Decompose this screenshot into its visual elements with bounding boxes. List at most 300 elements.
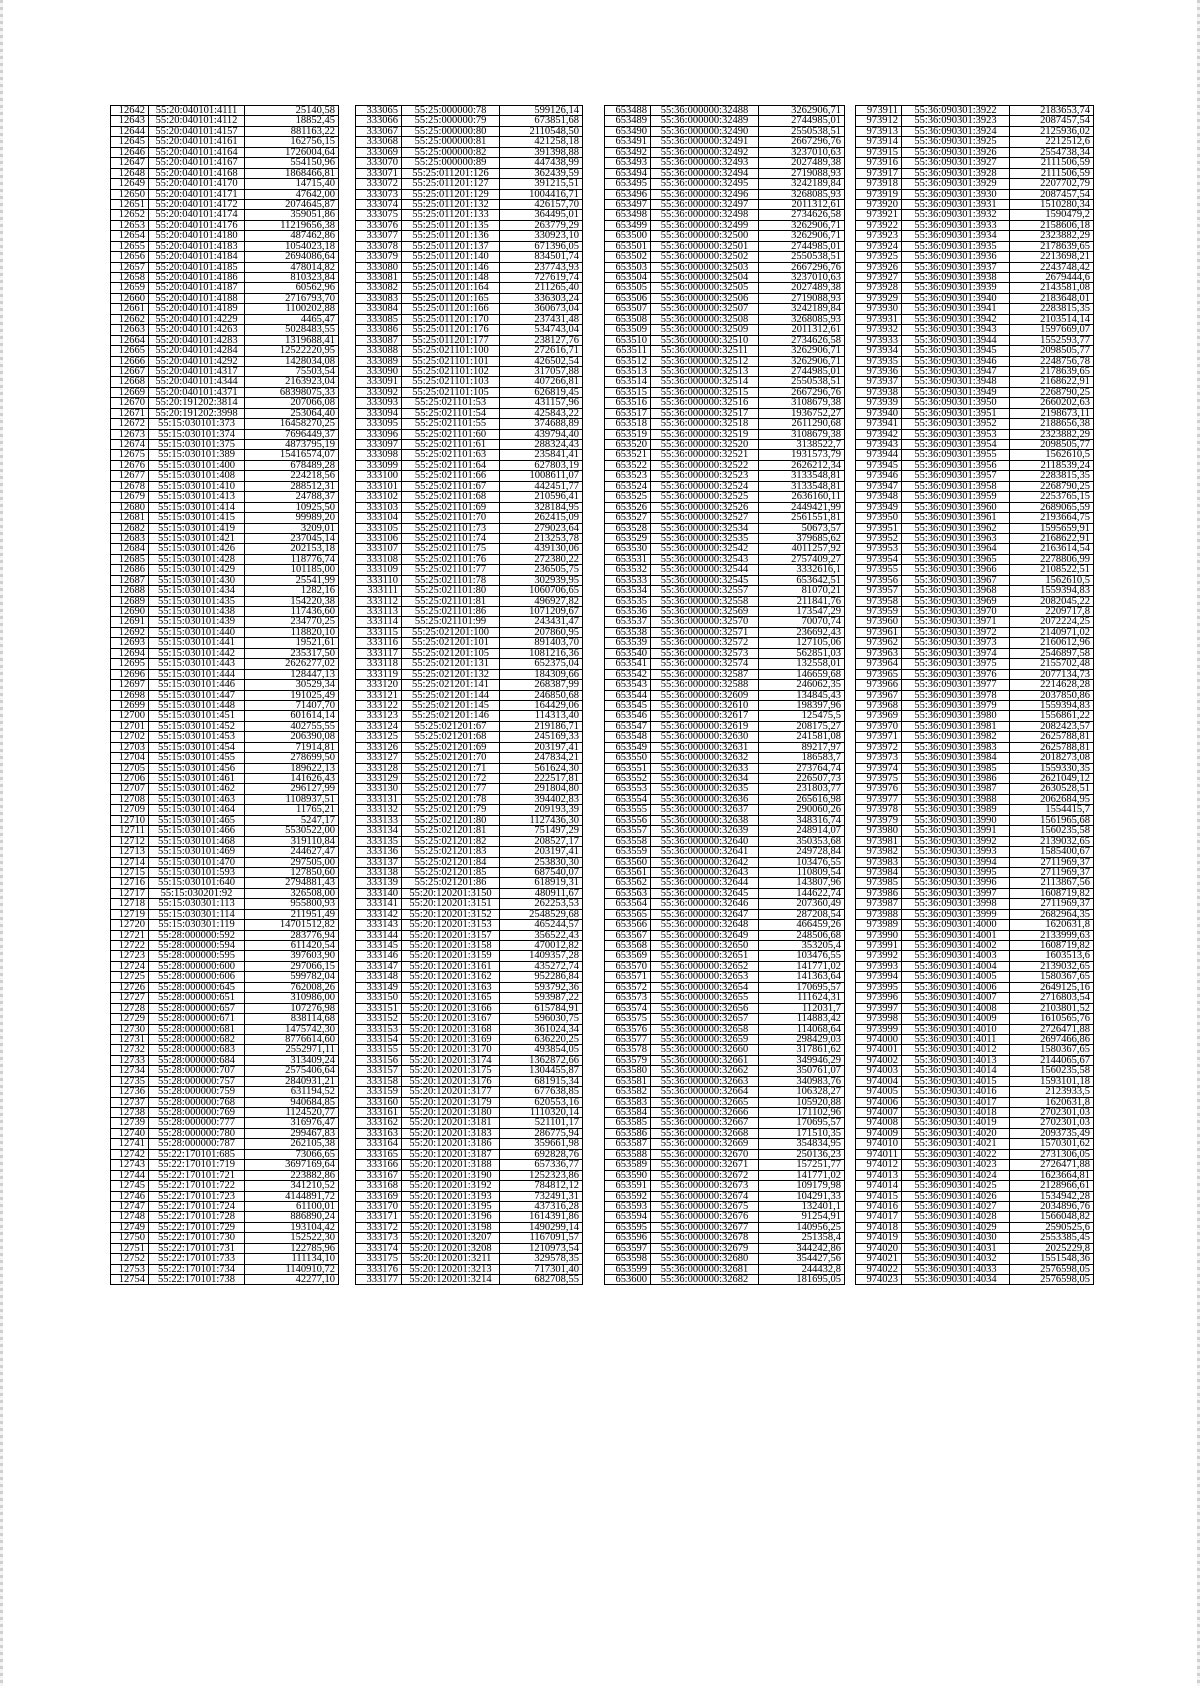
- table-row: [605, 137, 845, 147]
- row-number-cell: 12720: [111, 920, 149, 930]
- cadastral-value-cell: 2575406,64: [245, 1066, 339, 1076]
- row-number-cell: 653518: [605, 419, 651, 429]
- table-row: [356, 575, 583, 585]
- table-row: [111, 1003, 339, 1013]
- table-row: [356, 753, 583, 763]
- row-number-cell: 12644: [111, 126, 149, 136]
- row-number-cell: 12649: [111, 179, 149, 189]
- table-row: [856, 356, 1094, 366]
- row-number-cell: 973999: [856, 1024, 902, 1034]
- row-number-cell: 333125: [356, 732, 402, 742]
- cadastral-value-cell: 2660202,63: [1010, 398, 1094, 408]
- row-number-cell: 12749: [111, 1222, 149, 1232]
- cadastral-number-cell: 55:25:000000:79: [402, 116, 500, 126]
- cadastral-value-cell: 350353,68: [759, 836, 845, 846]
- table-row: [856, 815, 1094, 825]
- row-number-cell: 12645: [111, 137, 149, 147]
- cadastral-value-cell: 2626277,02: [245, 659, 339, 669]
- cadastral-number-cell: 55:36:090301:3960: [902, 502, 1010, 512]
- table-row: [356, 1275, 583, 1285]
- cadastral-value-cell: 3108679,38: [759, 398, 845, 408]
- cadastral-number-cell: 55:36:090301:3924: [902, 126, 1010, 136]
- row-number-cell: 333137: [356, 857, 402, 867]
- cadastral-value-cell: 2011312,61: [759, 199, 845, 209]
- table-row: [605, 231, 845, 241]
- table-row: [605, 920, 845, 930]
- cadastral-number-cell: 55:36:000000:32534: [651, 523, 759, 533]
- table-row: [111, 325, 339, 335]
- row-number-cell: 333173: [356, 1233, 402, 1243]
- table-row: [356, 627, 583, 637]
- cadastral-value-cell: 2143581,08: [1010, 283, 1094, 293]
- table-row: [111, 283, 339, 293]
- table-row: [111, 648, 339, 658]
- cadastral-value-cell: 2074645,87: [245, 199, 339, 209]
- cadastral-value-cell: 340983,76: [759, 1076, 845, 1086]
- row-number-cell: 973926: [856, 262, 902, 272]
- table-row: [356, 293, 583, 303]
- cadastral-value-cell: 244627,47: [245, 847, 339, 857]
- row-number-cell: 653570: [605, 961, 651, 971]
- table-row: [111, 794, 339, 804]
- row-number-cell: 333087: [356, 335, 402, 345]
- cadastral-number-cell: 55:20:040101:4161: [149, 137, 245, 147]
- table-row: [356, 721, 583, 731]
- table-row: [356, 481, 583, 491]
- table-row: [111, 523, 339, 533]
- row-number-cell: 12650: [111, 189, 149, 199]
- table-row: [356, 346, 583, 356]
- row-number-cell: 12752: [111, 1254, 149, 1264]
- row-number-cell: 973935: [856, 356, 902, 366]
- row-number-cell: 653563: [605, 888, 651, 898]
- cadastral-number-cell: 55:36:090301:3922: [902, 106, 1010, 116]
- row-number-cell: 653519: [605, 429, 651, 439]
- row-number-cell: 653578: [605, 1045, 651, 1055]
- cadastral-value-cell: 249728,84: [759, 847, 845, 857]
- cadastral-number-cell: 55:36:000000:32518: [651, 419, 759, 429]
- table-row: [111, 220, 339, 230]
- cadastral-value-cell: 447438,99: [500, 158, 583, 168]
- cadastral-value-cell: 111624,31: [759, 993, 845, 1003]
- cadastral-value-cell: 317057,88: [500, 366, 583, 376]
- cadastral-value-cell: 329578,35: [500, 1254, 583, 1264]
- cadastral-value-cell: 599782,04: [245, 972, 339, 982]
- table-row: [111, 241, 339, 251]
- cadastral-value-cell: 2682964,35: [1010, 909, 1094, 919]
- table-row: [605, 575, 845, 585]
- row-number-cell: 333150: [356, 993, 402, 1003]
- row-number-cell: 653600: [605, 1275, 651, 1285]
- row-number-cell: 973934: [856, 346, 902, 356]
- cadastral-value-cell: 561624,30: [500, 763, 583, 773]
- cadastral-number-cell: 55:36:000000:32491: [651, 137, 759, 147]
- cadastral-number-cell: 55:36:090301:3994: [902, 857, 1010, 867]
- cadastral-value-cell: 2027489,38: [759, 283, 845, 293]
- cadastral-value-cell: 2160612,96: [1010, 638, 1094, 648]
- cadastral-number-cell: 55:36:000000:32513: [651, 366, 759, 376]
- row-number-cell: 12745: [111, 1181, 149, 1191]
- row-number-cell: 333107: [356, 544, 402, 554]
- table-row: [605, 273, 845, 283]
- row-number-cell: 653506: [605, 293, 651, 303]
- cadastral-number-cell: 55:15:030101:466: [149, 826, 245, 836]
- table-row: [605, 1118, 845, 1128]
- table-row: [111, 544, 339, 554]
- cadastral-number-cell: 55:25:021201:141: [402, 680, 500, 690]
- row-number-cell: 12728: [111, 1003, 149, 1013]
- cadastral-number-cell: 55:22:170101:734: [149, 1264, 245, 1274]
- cadastral-number-cell: 55:36:090301:3948: [902, 377, 1010, 387]
- cadastral-value-cell: 25140,58: [245, 106, 339, 116]
- cadastral-value-cell: 206390,08: [245, 732, 339, 742]
- row-number-cell: 333129: [356, 774, 402, 784]
- cadastral-value-cell: 2283815,35: [1010, 304, 1094, 314]
- row-number-cell: 12678: [111, 481, 149, 491]
- row-number-cell: 12682: [111, 523, 149, 533]
- cadastral-value-cell: 2207702,79: [1010, 179, 1094, 189]
- cadastral-value-cell: 3108679,38: [759, 429, 845, 439]
- table-row: [111, 554, 339, 564]
- row-number-cell: 653502: [605, 252, 651, 262]
- row-number-cell: 973992: [856, 951, 902, 961]
- table-row: [605, 565, 845, 575]
- cadastral-number-cell: 55:36:000000:32519: [651, 429, 759, 439]
- cadastral-value-cell: 480911,67: [500, 888, 583, 898]
- table-row: [356, 147, 583, 157]
- table-row: [111, 460, 339, 470]
- row-number-cell: 653581: [605, 1076, 651, 1086]
- cadastral-number-cell: 55:20:120201:3196: [402, 1212, 500, 1222]
- table-row: [356, 304, 583, 314]
- row-number-cell: 12712: [111, 836, 149, 846]
- table-row: [356, 241, 583, 251]
- table-row: [605, 742, 845, 752]
- cadastral-number-cell: 55:36:090301:4021: [902, 1139, 1010, 1149]
- table-row: [356, 262, 583, 272]
- cadastral-number-cell: 55:36:090301:4028: [902, 1212, 1010, 1222]
- cadastral-number-cell: 55:20:120201:3165: [402, 993, 500, 1003]
- cadastral-value-cell: 154220,38: [245, 596, 339, 606]
- row-number-cell: 653567: [605, 930, 651, 940]
- row-number-cell: 12737: [111, 1097, 149, 1107]
- cadastral-value-cell: 1608719,82: [1010, 888, 1094, 898]
- row-number-cell: 12700: [111, 711, 149, 721]
- row-number-cell: 333073: [356, 189, 402, 199]
- row-number-cell: 973947: [856, 481, 902, 491]
- table-row: [856, 888, 1094, 898]
- cadastral-value-cell: 3242189,84: [759, 179, 845, 189]
- cadastral-value-cell: 3268085,93: [759, 189, 845, 199]
- row-number-cell: 333071: [356, 168, 402, 178]
- cadastral-value-cell: 125475,5: [759, 711, 845, 721]
- table-row: [856, 179, 1094, 189]
- row-number-cell: 12699: [111, 700, 149, 710]
- table-row: [605, 346, 845, 356]
- table-row: [111, 1066, 339, 1076]
- row-number-cell: 653587: [605, 1139, 651, 1149]
- scan-edge-left: [0, 0, 3, 1686]
- cadastral-number-cell: 55:36:000000:32542: [651, 544, 759, 554]
- cadastral-value-cell: 631194,52: [245, 1087, 339, 1097]
- cadastral-value-cell: 2213698,21: [1010, 252, 1094, 262]
- table-row: [356, 283, 583, 293]
- row-number-cell: 973980: [856, 826, 902, 836]
- row-number-cell: 333097: [356, 440, 402, 450]
- cadastral-number-cell: 55:25:021101:63: [402, 450, 500, 460]
- cadastral-number-cell: 55:15:030101:443: [149, 659, 245, 669]
- cadastral-number-cell: 55:36:000000:32677: [651, 1222, 759, 1232]
- cadastral-value-cell: 3697169,64: [245, 1160, 339, 1170]
- table-row: [111, 533, 339, 543]
- cadastral-number-cell: 55:15:030101:440: [149, 627, 245, 637]
- row-number-cell: 653599: [605, 1264, 651, 1274]
- row-number-cell: 973988: [856, 909, 902, 919]
- table-row: [111, 711, 339, 721]
- table-row: [111, 721, 339, 731]
- table-row: [605, 909, 845, 919]
- table-row: [111, 450, 339, 460]
- table-row: [111, 732, 339, 742]
- row-number-cell: 973984: [856, 867, 902, 877]
- cadastral-number-cell: 55:36:000000:32659: [651, 1034, 759, 1044]
- row-number-cell: 333077: [356, 231, 402, 241]
- cadastral-value-cell: 2630528,51: [1010, 784, 1094, 794]
- cadastral-number-cell: 55:36:000000:32492: [651, 147, 759, 157]
- table-row: [605, 1024, 845, 1034]
- table-row: [856, 1014, 1094, 1024]
- cadastral-value-cell: 207066,08: [245, 398, 339, 408]
- cadastral-value-cell: 2087457,54: [1010, 189, 1094, 199]
- table-row: [605, 356, 845, 366]
- cadastral-number-cell: 55:36:090301:3970: [902, 607, 1010, 617]
- cadastral-value-cell: 2268790,25: [1010, 387, 1094, 397]
- cadastral-number-cell: 55:15:030101:461: [149, 774, 245, 784]
- cadastral-value-cell: 671396,05: [500, 241, 583, 251]
- table-row: [356, 387, 583, 397]
- cadastral-value-cell: 356522,43: [500, 930, 583, 940]
- cadastral-number-cell: 55:15:030101:447: [149, 690, 245, 700]
- table-row: [111, 1118, 339, 1128]
- cadastral-number-cell: 55:20:040101:4229: [149, 314, 245, 324]
- table-row: [111, 106, 339, 116]
- row-number-cell: 12671: [111, 408, 149, 418]
- cadastral-value-cell: 2168622,91: [1010, 533, 1094, 543]
- cadastral-number-cell: 55:36:090301:4017: [902, 1097, 1010, 1107]
- cadastral-number-cell: 55:20:120201:3159: [402, 951, 500, 961]
- row-number-cell: 333094: [356, 408, 402, 418]
- table-row: [356, 993, 583, 1003]
- cadastral-value-cell: 534743,04: [500, 325, 583, 335]
- row-number-cell: 333083: [356, 293, 402, 303]
- row-number-cell: 974015: [856, 1191, 902, 1201]
- cadastral-value-cell: 1559394,83: [1010, 700, 1094, 710]
- row-number-cell: 12679: [111, 492, 149, 502]
- cadastral-value-cell: 1071209,67: [500, 607, 583, 617]
- cadastral-number-cell: 55:36:090301:4014: [902, 1066, 1010, 1076]
- row-number-cell: 653540: [605, 648, 651, 658]
- cadastral-value-cell: 2757409,27: [759, 554, 845, 564]
- cadastral-number-cell: 55:28:000000:759: [149, 1087, 245, 1097]
- table-row: [856, 607, 1094, 617]
- table-row: [111, 1087, 339, 1097]
- row-number-cell: 12738: [111, 1108, 149, 1118]
- table-row: [356, 314, 583, 324]
- cadastral-value-cell: 107276,98: [245, 1003, 339, 1013]
- cadastral-number-cell: 55:20:120201:3176: [402, 1076, 500, 1086]
- table-row: [356, 1108, 583, 1118]
- row-number-cell: 653530: [605, 544, 651, 554]
- cadastral-number-cell: 55:20:191202:3814: [149, 398, 245, 408]
- table-row: [111, 857, 339, 867]
- cadastral-number-cell: 55:36:000000:32664: [651, 1087, 759, 1097]
- table-row: [856, 346, 1094, 356]
- row-number-cell: 653523: [605, 471, 651, 481]
- table-row: [856, 920, 1094, 930]
- row-number-cell: 973944: [856, 450, 902, 460]
- cadastral-value-cell: 1608719,82: [1010, 941, 1094, 951]
- cadastral-number-cell: 55:20:040101:4187: [149, 283, 245, 293]
- cadastral-number-cell: 55:36:000000:32662: [651, 1066, 759, 1076]
- cadastral-number-cell: 55:15:030101:435: [149, 596, 245, 606]
- table-row: [605, 638, 845, 648]
- cadastral-value-cell: 478014,82: [245, 262, 339, 272]
- row-number-cell: 12697: [111, 680, 149, 690]
- table-row: [111, 398, 339, 408]
- cadastral-value-cell: 290060,26: [759, 805, 845, 815]
- cadastral-number-cell: 55:25:021101:66: [402, 471, 500, 481]
- cadastral-number-cell: 55:36:090301:3923: [902, 116, 1010, 126]
- table-row: [356, 1128, 583, 1138]
- row-number-cell: 973940: [856, 408, 902, 418]
- cadastral-value-cell: 299467,83: [245, 1128, 339, 1138]
- cadastral-number-cell: 55:36:090301:3964: [902, 544, 1010, 554]
- row-number-cell: 974012: [856, 1160, 902, 1170]
- table-row: [605, 1243, 845, 1253]
- cadastral-value-cell: 2576598,05: [1010, 1275, 1094, 1285]
- cadastral-number-cell: 55:28:000000:645: [149, 982, 245, 992]
- table-row: [356, 972, 583, 982]
- table-row: [111, 168, 339, 178]
- row-number-cell: 333158: [356, 1076, 402, 1086]
- cadastral-number-cell: 55:36:000000:32498: [651, 210, 759, 220]
- cadastral-value-cell: 171102,96: [759, 1108, 845, 1118]
- cadastral-value-cell: 2726471,88: [1010, 1024, 1094, 1034]
- cadastral-value-cell: 243431,47: [500, 617, 583, 627]
- row-number-cell: 12668: [111, 377, 149, 387]
- table-row: [856, 241, 1094, 251]
- cadastral-value-cell: 2093735,49: [1010, 1128, 1094, 1138]
- cadastral-number-cell: 55:25:021201:100: [402, 627, 500, 637]
- row-number-cell: 12730: [111, 1024, 149, 1034]
- cadastral-value-cell: 273764,74: [759, 763, 845, 773]
- cadastral-value-cell: 237045,14: [245, 533, 339, 543]
- table-row: [605, 533, 845, 543]
- table-row: [111, 377, 339, 387]
- row-number-cell: 973945: [856, 460, 902, 470]
- cadastral-number-cell: 55:36:000000:32680: [651, 1254, 759, 1264]
- cadastral-number-cell: 55:36:090301:4001: [902, 930, 1010, 940]
- cadastral-number-cell: 55:20:120201:3181: [402, 1118, 500, 1128]
- row-number-cell: 973916: [856, 158, 902, 168]
- cadastral-number-cell: 55:25:021201:132: [402, 669, 500, 679]
- cadastral-number-cell: 55:25:000000:89: [402, 158, 500, 168]
- cadastral-number-cell: 55:36:090301:3971: [902, 617, 1010, 627]
- row-number-cell: 333157: [356, 1066, 402, 1076]
- table-row: [856, 575, 1094, 585]
- row-number-cell: 973915: [856, 147, 902, 157]
- cadastral-value-cell: 627803,19: [500, 460, 583, 470]
- cadastral-number-cell: 55:36:000000:32631: [651, 742, 759, 752]
- row-number-cell: 12703: [111, 742, 149, 752]
- cadastral-number-cell: 55:36:090301:4022: [902, 1149, 1010, 1159]
- table-row: [111, 273, 339, 283]
- row-number-cell: 973998: [856, 1014, 902, 1024]
- cadastral-number-cell: 55:36:000000:32674: [651, 1191, 759, 1201]
- cadastral-number-cell: 55:36:000000:32520: [651, 440, 759, 450]
- cadastral-number-cell: 55:36:000000:32672: [651, 1170, 759, 1180]
- row-number-cell: 973968: [856, 700, 902, 710]
- cadastral-value-cell: 2018273,08: [1010, 753, 1094, 763]
- cadastral-value-cell: 89217,97: [759, 742, 845, 752]
- row-number-cell: 333152: [356, 1014, 402, 1024]
- row-number-cell: 333122: [356, 700, 402, 710]
- table-row: [111, 1170, 339, 1180]
- table-row: [605, 1212, 845, 1222]
- row-number-cell: 12708: [111, 794, 149, 804]
- table-row: [856, 189, 1094, 199]
- table-row: [856, 763, 1094, 773]
- table-row: [605, 774, 845, 784]
- row-number-cell: 12694: [111, 648, 149, 658]
- table-row: [856, 513, 1094, 523]
- table-row: [605, 1222, 845, 1232]
- row-number-cell: 653529: [605, 533, 651, 543]
- cadastral-value-cell: 141771,02: [759, 961, 845, 971]
- table-row: [856, 1222, 1094, 1232]
- cadastral-value-cell: 114068,64: [759, 1024, 845, 1034]
- cadastral-number-cell: 55:25:021201:101: [402, 638, 500, 648]
- cadastral-number-cell: 55:15:030101:469: [149, 847, 245, 857]
- row-number-cell: 12675: [111, 450, 149, 460]
- row-number-cell: 973925: [856, 252, 902, 262]
- row-number-cell: 653521: [605, 450, 651, 460]
- table-row: [605, 617, 845, 627]
- cadastral-number-cell: 55:20:040101:4176: [149, 220, 245, 230]
- cadastral-number-cell: 55:25:021101:54: [402, 408, 500, 418]
- cadastral-value-cell: 288324,43: [500, 440, 583, 450]
- table-row: [856, 126, 1094, 136]
- row-number-cell: 653492: [605, 147, 651, 157]
- cadastral-value-cell: 2734626,58: [759, 210, 845, 220]
- cadastral-value-cell: 109179,98: [759, 1181, 845, 1191]
- cadastral-value-cell: 2744985,01: [759, 241, 845, 251]
- row-number-cell: 653508: [605, 314, 651, 324]
- cadastral-value-cell: 251358,4: [759, 1233, 845, 1243]
- cadastral-number-cell: 55:36:000000:32574: [651, 659, 759, 669]
- row-number-cell: 333121: [356, 690, 402, 700]
- table-row: [356, 951, 583, 961]
- cadastral-number-cell: 55:20:120201:3167: [402, 1014, 500, 1024]
- table-row: [111, 1045, 339, 1055]
- row-number-cell: 653562: [605, 878, 651, 888]
- cadastral-value-cell: 361024,34: [500, 1024, 583, 1034]
- cadastral-value-cell: 248914,07: [759, 826, 845, 836]
- row-number-cell: 653520: [605, 440, 651, 450]
- row-number-cell: 12721: [111, 930, 149, 940]
- table-row: [856, 1170, 1094, 1180]
- cadastral-value-cell: 11219656,38: [245, 220, 339, 230]
